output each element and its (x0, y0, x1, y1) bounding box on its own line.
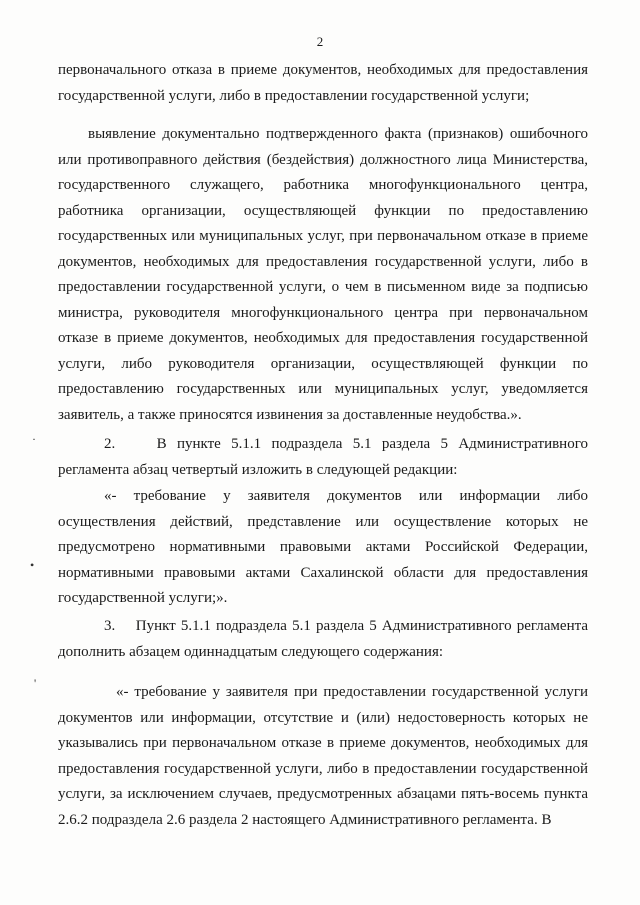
paragraph-4: «- требование у заявителя документов или информации либо осуществления действий, представление или осуществление которых не предусмотрено нормативными правовыми актами Российской Федерации, нормативными правовыми актами Сахалинской области для предоставления государственной услуги;». (58, 488, 588, 606)
paragraph-1: первоначального отказа в приеме документов, необходимых для предоставления государственной услуги, либо в предоставлении государственной услуги; (58, 62, 588, 104)
paragraph-6: «- требование у заявителя при предоставлении государственной услуги документов или информации, отсутствие и (или) недостоверность которых не указывались при первоначальном отказе в приеме документов, необходимых для предоставления государственной услуги, либо в предоставлении государственной услуги, за исключением случаев, предусмотренных абзацами пять-восемь пункта 2.6.2 подраздела 2.6 раздела 2 настоящего Административного регламента. В (58, 684, 588, 828)
paragraph-6-block (58, 680, 588, 833)
paragraph-3-block (58, 432, 588, 483)
paragraph-5: 3. Пункт 5.1.1 подраздела 5.1 раздела 5 Административного регламента дополнить абзацем одиннадцатым следующего содержания: (58, 618, 588, 660)
margin-mark: • (30, 558, 35, 572)
paragraph-1-block (58, 58, 588, 109)
margin-mark: ' (34, 676, 37, 690)
page-number: 2 (316, 34, 324, 49)
paragraph-4-block (58, 484, 588, 612)
paragraph-5-block (58, 614, 588, 665)
margin-mark: · (32, 432, 36, 446)
paragraph-3: 2. В пункте 5.1.1 подраздела 5.1 раздела 5 Административного регламента абзац четвертый изложить в следующей редакции: (58, 436, 588, 478)
paragraph-2: выявление документально подтвержденного факта (признаков) ошибочного или противоправного действия (бездействия) должностного лица Министерства, государственного служащего, работника многофункционального центра, работника организации, осуществляющей функции по предоставлению государственных или муниципальных услуг, при первоначальном отказе в приеме документов, необходимых для предоставления государственной услуги, либо в предоставлении государственной услуги, о чем в письменном виде за подписью министра, руководителя многофункционального центра при первоначальном отказе в приеме документов, необходимых для предоставления государственной услуги, либо руководителя организации, осуществляющей функции по предоставлению государственных или муниципальных услуг, уведомляется заявитель, а также приносятся извинения за доставленные неудобства.». (58, 126, 588, 423)
paragraph-2-block (58, 122, 588, 428)
